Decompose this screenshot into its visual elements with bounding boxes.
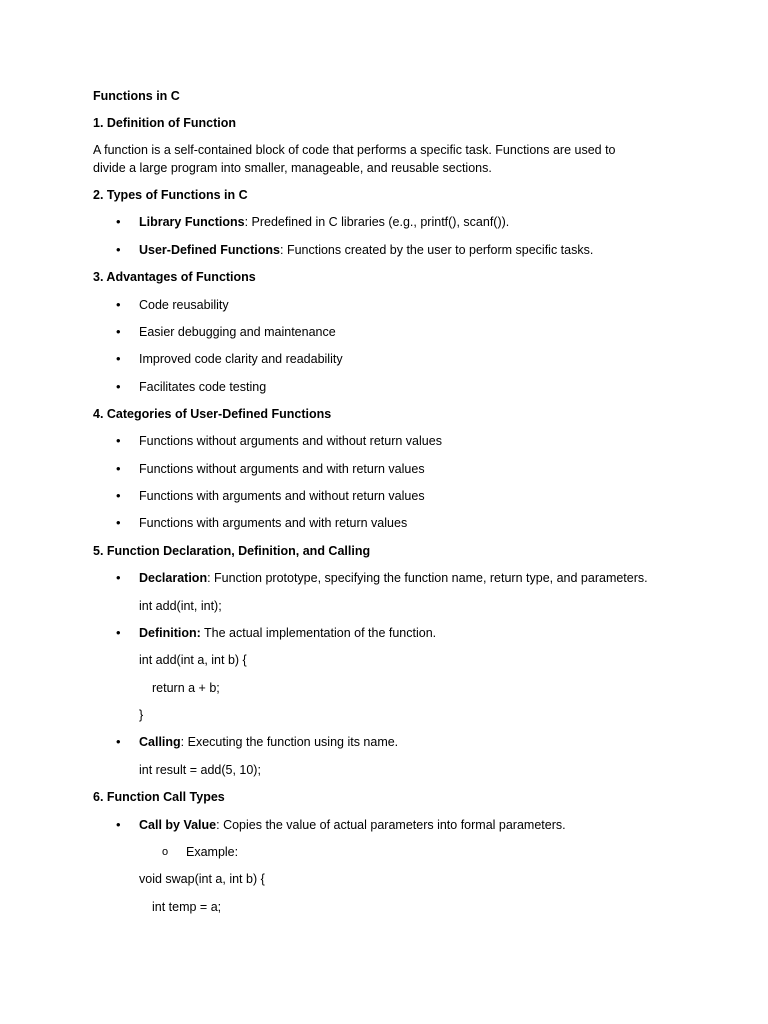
list-item-term: Definition: <box>139 626 201 640</box>
list-item-term: Library Functions <box>139 215 245 229</box>
list-item: Code reusability <box>139 298 229 312</box>
list-item <box>139 570 648 586</box>
bullet-icon: • <box>116 817 121 832</box>
list-item <box>139 817 566 833</box>
code-line: return a + b; <box>152 681 220 695</box>
code-line: void swap(int a, int b) { <box>139 872 265 886</box>
list-item-text: : Copies the value of actual parameters into formal parameters. <box>216 818 566 832</box>
bullet-icon: • <box>116 242 121 257</box>
bullet-icon: • <box>116 379 121 394</box>
list-item-text: : Function prototype, specifying the function name, return type, and parameters. <box>207 571 648 585</box>
list-item-text: : Predefined in C libraries (e.g., printf(), scanf()). <box>244 215 510 229</box>
bullet-icon: • <box>116 214 121 229</box>
bullet-icon: • <box>116 351 121 366</box>
list-item-term: Call by Value <box>139 818 217 832</box>
code-line: int temp = a; <box>152 900 222 914</box>
bullet-icon: • <box>116 625 121 640</box>
bullet-icon: • <box>116 461 121 476</box>
list-item: Facilitates code testing <box>139 380 267 394</box>
list-item: Functions without arguments and with return values <box>139 462 425 476</box>
list-item <box>139 242 593 258</box>
bullet-icon: • <box>116 734 121 749</box>
list-item: Easier debugging and maintenance <box>139 325 336 339</box>
list-item-text: The actual implementation of the function. <box>200 626 437 640</box>
list-item-term: Calling <box>139 735 181 749</box>
list-item <box>139 625 436 641</box>
bullet-icon: • <box>116 515 121 530</box>
section-heading: 4. Categories of User-Defined Functions <box>93 407 332 421</box>
bullet-icon: • <box>116 488 121 503</box>
bullet-icon: • <box>116 324 121 339</box>
code-line: int add(int, int); <box>139 599 222 613</box>
code-line: int result = add(5, 10); <box>139 763 261 777</box>
list-item <box>139 734 398 750</box>
document-title: Functions in C <box>93 89 180 103</box>
code-line: int add(int a, int b) { <box>139 653 247 667</box>
list-item: Functions with arguments and without return values <box>139 489 425 503</box>
section-heading: 6. Function Call Types <box>93 790 225 804</box>
list-item-text: : Functions created by the user to perform specific tasks. <box>280 243 594 257</box>
list-item <box>139 214 509 230</box>
sub-bullet-icon: o <box>162 846 169 858</box>
list-item-term: User-Defined Functions <box>139 243 280 257</box>
bullet-icon: • <box>116 570 121 585</box>
section-heading: 1. Definition of Function <box>93 116 237 130</box>
section-heading: 3. Advantages of Functions <box>93 270 256 284</box>
sub-list-item: Example: <box>186 845 239 859</box>
section-heading: 5. Function Declaration, Definition, and Calling <box>93 544 371 558</box>
bullet-icon: • <box>116 433 121 448</box>
list-item: Functions with arguments and with return values <box>139 516 408 530</box>
list-item: Functions without arguments and without return values <box>139 434 442 448</box>
section-heading: 2. Types of Functions in C <box>93 188 248 202</box>
list-item-text: : Executing the function using its name. <box>180 735 399 749</box>
bullet-icon: • <box>116 297 121 312</box>
paragraph-line: A function is a self-contained block of code that performs a specific task. Functions are used to <box>93 143 616 157</box>
code-line: } <box>139 708 144 722</box>
paragraph-line: divide a large program into smaller, manageable, and reusable sections. <box>93 161 492 175</box>
list-item: Improved code clarity and readability <box>139 352 343 366</box>
list-item-term: Declaration <box>139 571 208 585</box>
